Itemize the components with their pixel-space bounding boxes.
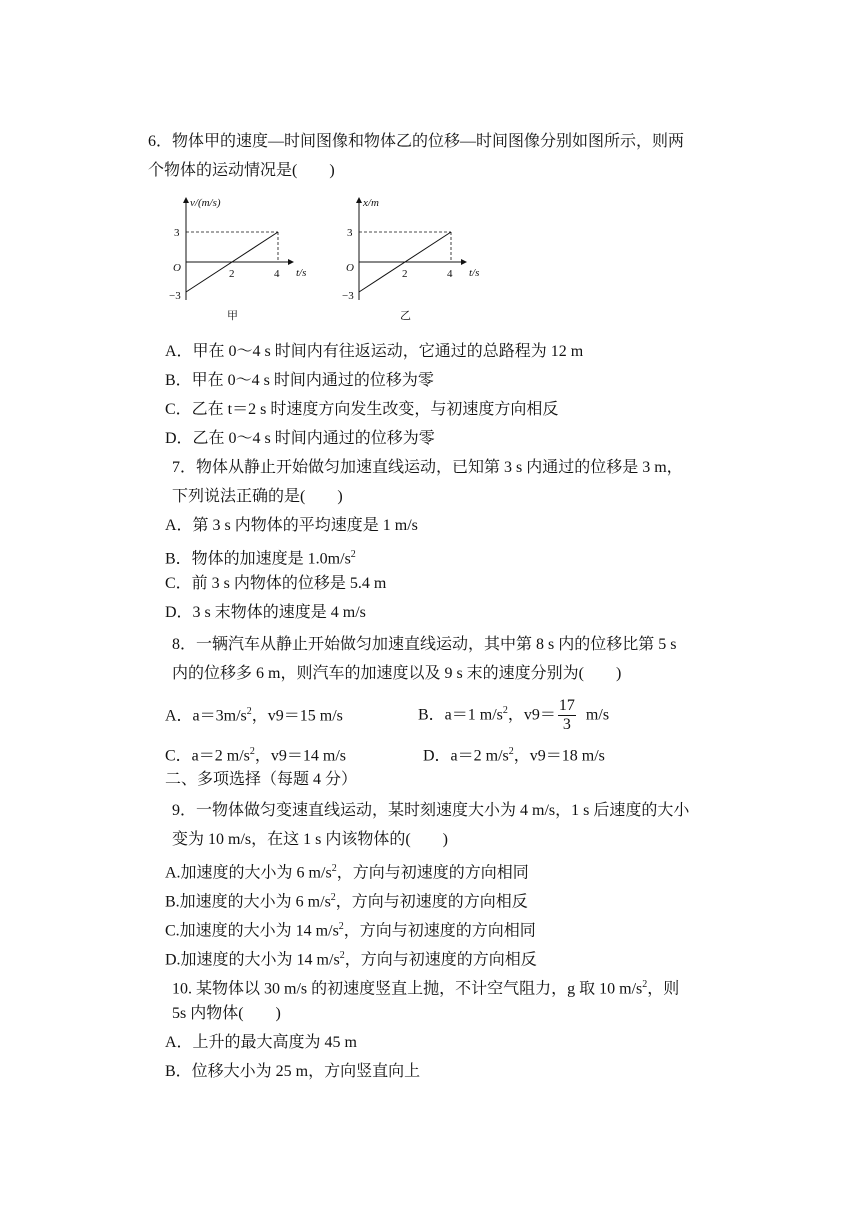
q9-option-a-text: A.加速度的大小为 6 m/s <box>165 864 332 882</box>
origin-label: O <box>346 262 354 274</box>
q8-option-d <box>423 741 605 767</box>
q9-option-d-direction: ，方向与初速度的方向相反 <box>344 951 537 969</box>
chart-jia <box>165 195 305 325</box>
q8-option-d-text: D．a＝2 m/s <box>423 747 509 765</box>
q7-option-b-text: B．物体的加速度是 1.0m/s <box>165 550 351 568</box>
q6-option-c: C．乙在 t＝2 s 时速度方向发生改变，与初速度方向相反 <box>165 401 559 418</box>
q6-option-d: D．乙在 0～4 s 时间内通过的位移为零 <box>165 430 435 447</box>
q10-stem-line1 <box>172 974 679 1000</box>
q9-option-c-direction: ，方向与初速度的方向相同 <box>343 922 536 940</box>
q9-option-b-text: B.加速度的大小为 6 m/s <box>165 893 331 911</box>
q9-option-c-text: C.加速度的大小为 14 m/s <box>165 922 339 940</box>
y-tick-neg3: −3 <box>169 290 181 302</box>
fraction-numerator: 17 <box>558 697 575 715</box>
q9-stem-line2: 变为 10 m/s，在这 1 s 内该物体的( ) <box>172 831 449 848</box>
x-axis-label: t/s <box>469 267 480 279</box>
x-tick-2: 2 <box>229 268 235 280</box>
q9-option-a-direction: ，方向与初速度的方向相同 <box>336 864 529 882</box>
q9-option-b <box>165 887 528 913</box>
q9-option-d <box>165 945 537 971</box>
q10-option-a: A．上升的最大高度为 45 m <box>165 1034 358 1051</box>
q6-stem-line1: 6．物体甲的速度—时间图像和物体乙的位移—时间图像分别如图所示，则两 <box>148 133 685 150</box>
q10-option-b: B．位移大小为 25 m，方向竖直向上 <box>165 1063 421 1080</box>
q8-option-b-text: B．a＝1 m/s <box>418 706 503 724</box>
x-tick-4: 4 <box>447 268 453 280</box>
q8-option-b-sup: 2 <box>502 705 508 716</box>
chart-caption: 甲 <box>227 310 238 322</box>
q9-option-b-sup: 2 <box>330 892 336 903</box>
q6-option-b: B．甲在 0～4 s 时间内通过的位移为零 <box>165 372 434 389</box>
q8-option-d-sup: 2 <box>508 746 514 757</box>
y-axis-label: v/(m/s) <box>190 197 221 209</box>
q8-option-b-fraction <box>558 697 576 734</box>
q9-option-a-sup: 2 <box>331 863 337 874</box>
q8-option-b-unit: m/s <box>585 706 610 724</box>
q8-option-c-text: C．a＝2 m/s <box>165 747 250 765</box>
q9-option-c-sup: 2 <box>338 921 344 932</box>
q9-option-d-text: D.加速度的大小为 14 m/s <box>165 951 340 969</box>
q7-option-b <box>165 544 356 570</box>
q6-stem-line2: 个物体的运动情况是( ) <box>148 162 335 179</box>
q6-option-a: A．甲在 0～4 s 时间内有往返运动，它通过的总路程为 12 m <box>165 343 584 360</box>
q7-stem-line1: 7．物体从静止开始做匀加速直线运动，已知第 3 s 内通过的位移是 3 m， <box>172 459 683 476</box>
q8-option-d-velocity: ，v9＝18 m/s <box>513 747 605 765</box>
q7-option-c: C．前 3 s 内物体的位移是 5.4 m <box>165 575 387 592</box>
y-tick-3: 3 <box>174 227 180 239</box>
q8-option-a <box>165 701 343 727</box>
chart-caption: 乙 <box>400 310 411 322</box>
q9-option-a <box>165 858 529 884</box>
q10-stem-tail: ，则 <box>647 980 680 998</box>
q7-option-d: D．3 s 末物体的速度是 4 m/s <box>165 604 366 621</box>
origin-label: O <box>173 262 181 274</box>
q10-stem-line2: 5s 内物体( ) <box>172 1005 281 1022</box>
q9-option-c <box>165 916 536 942</box>
q7-option-a: A．第 3 s 内物体的平均速度是 1 m/s <box>165 517 418 534</box>
q8-option-a-text: A．a＝3m/s <box>165 707 247 725</box>
q8-option-c <box>165 741 346 767</box>
q8-option-c-sup: 2 <box>249 746 255 757</box>
q8-stem-line1: 8．一辆汽车从静止开始做匀加速直线运动，其中第 8 s 内的位移比第 5 s <box>172 636 677 653</box>
y-tick-neg3: −3 <box>342 290 354 302</box>
q10-stem-sup: 2 <box>642 979 648 990</box>
q9-option-d-sup: 2 <box>339 950 345 961</box>
y-axis-label: x/m <box>363 197 379 209</box>
section-heading: 二、多项选择（每题 4 分） <box>165 771 358 788</box>
chart-yi <box>338 195 478 325</box>
q8-stem-line2: 内的位移多 6 m，则汽车的加速度以及 9 s 末的速度分别为( ) <box>172 665 622 682</box>
x-tick-4: 4 <box>274 268 280 280</box>
q8-option-b-mid: ，v9＝ <box>507 706 556 724</box>
q8-option-c-velocity: ，v9＝14 m/s <box>254 747 347 765</box>
x-axis-label: t/s <box>296 267 307 279</box>
q7-option-b-sup: 2 <box>350 549 356 560</box>
q7-stem-line2: 下列说法正确的是( ) <box>172 488 343 505</box>
q8-option-a-sup: 2 <box>246 706 252 717</box>
q10-stem-text: 10. 某物体以 30 m/s 的初速度竖直上抛，不计空气阻力，g 取 10 m/s <box>172 980 643 998</box>
q8-option-b <box>418 692 609 734</box>
q9-stem-line1: 9．一物体做匀变速直线运动，某时刻速度大小为 4 m/s，1 s 后速度的大小 <box>172 802 690 819</box>
fraction-denominator: 3 <box>562 716 571 734</box>
q8-option-a-velocity: ，v9＝15 m/s <box>251 707 343 725</box>
q9-option-b-direction: ，方向与初速度的方向相反 <box>335 893 528 911</box>
x-tick-2: 2 <box>402 268 408 280</box>
y-tick-3: 3 <box>347 227 353 239</box>
